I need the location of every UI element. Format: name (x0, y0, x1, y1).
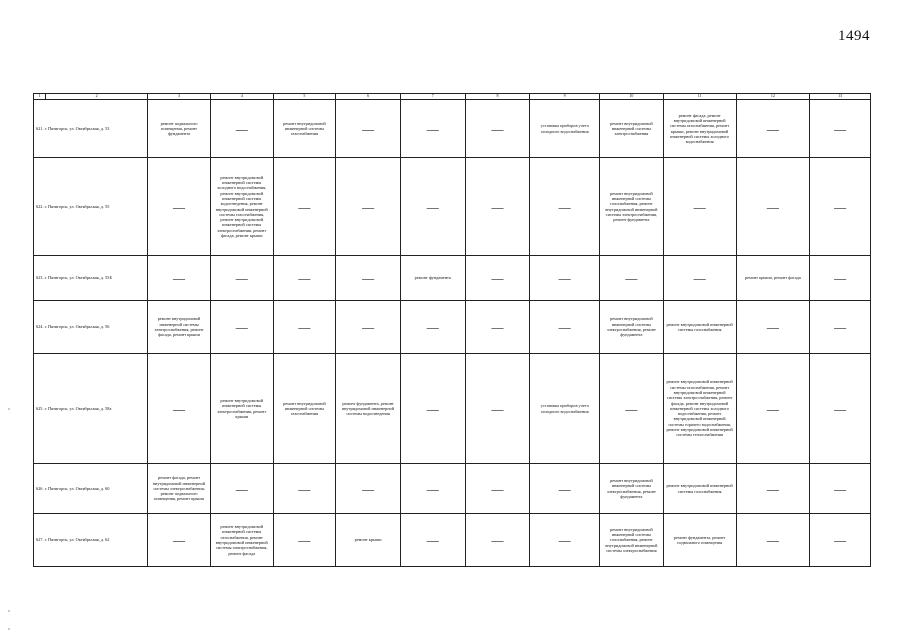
table-cell: — (810, 100, 871, 158)
table-cell: ремонт внутридомовой инженерной системы газоснабжения, ремонт внутридомовой инженерной системы электроснабжения, ремонт фасада, ремонт внутридомовой инженерной системы холодного водоснабжения, ремонт внутридомовой инженерной системы горячего водоснабжения, ремонт внутридомовой инженерной системы теплоснабжения (663, 354, 736, 464)
table-cell: — (663, 158, 736, 256)
table-cell: установка приборов учета холодного водоснабжения (530, 354, 600, 464)
col-header-5: 5 (273, 94, 336, 100)
table-cell: — (530, 514, 600, 567)
table-cell: ремонт крыши, ремонт фасада (736, 256, 810, 301)
scan-speck (8, 628, 10, 630)
table-cell: — (530, 301, 600, 354)
scan-speck (8, 408, 10, 410)
table-cell: — (810, 514, 871, 567)
table-row (34, 256, 871, 301)
address-cell: 627. г. Пятигорск, ул. Октябрьская, д. 62 (34, 514, 148, 567)
table-row (34, 301, 871, 354)
table-cell: — (336, 464, 401, 514)
table-cell: ремонт внутридомовой инженерной системы газоснабжения, ремонт внутридомовой инженерной системы электроснабжения, ремонт фундамента (600, 158, 664, 256)
table-cell: — (336, 256, 401, 301)
table-cell: ремонт внутридомовой инженерной системы газоснабжения, ремонт внутридомовой инженерной системы электроснабжения, ремонт фасада (210, 514, 273, 567)
table-cell: — (465, 354, 530, 464)
table-cell: ремонт фасада, ремонт внутридомовой инженерной системы газоснабжения, ремонт крыши, ремонт внутридомовой инженерной системы холодного водоснабжения (663, 100, 736, 158)
table-cell: — (465, 514, 530, 567)
table-row (34, 354, 871, 464)
repair-schedule-table (33, 93, 871, 567)
table-cell: ремонт внутридомовой инженерной системы электроснабжения, ремонт фундамента (600, 464, 664, 514)
table-cell: ремонт внутридомовой инженерной системы газоснабжения (273, 354, 336, 464)
table-cell: ремонт внутридомовой инженерной системы газоснабжения (663, 464, 736, 514)
address-cell: 625. г. Пятигорск, ул. Октябрьская, д. 58а (34, 354, 148, 464)
table-cell: — (210, 100, 273, 158)
table-cell: — (736, 354, 810, 464)
col-header-6: 6 (336, 94, 401, 100)
table-cell: установка приборов учета холодного водоснабжения (530, 100, 600, 158)
address-cell: 623. г. Пятигорск, ул. Октябрьская, д. 55Б (34, 256, 148, 301)
table-cell: ремонт фундамента, ремонт подвального помещения (663, 514, 736, 567)
table-cell: — (336, 100, 401, 158)
address-cell: 626. г. Пятигорск, ул. Октябрьская, д. 60 (34, 464, 148, 514)
table-cell: — (400, 100, 465, 158)
col-header-10: 10 (600, 94, 664, 100)
table-cell: ремонт внутридомовой инженерной системы газоснабжения (663, 301, 736, 354)
col-header-13: 13 (810, 94, 871, 100)
table-cell: — (810, 158, 871, 256)
table-cell: — (400, 464, 465, 514)
table-cell: — (273, 256, 336, 301)
table-cell: — (530, 158, 600, 256)
table-cell: — (465, 256, 530, 301)
table-cell: — (148, 158, 211, 256)
table-cell: — (148, 256, 211, 301)
table-row (34, 464, 871, 514)
table-cell: — (148, 514, 211, 567)
col-header-9: 9 (530, 94, 600, 100)
table-cell: — (400, 514, 465, 567)
table-cell: — (530, 464, 600, 514)
table-row (34, 100, 871, 158)
table-cell: — (600, 354, 664, 464)
table-cell: — (148, 354, 211, 464)
table-cell: — (336, 301, 401, 354)
table-cell: ремонт внутридомовой инженерной системы газоснабжения, ремонт внутридомовой инженерной системы электроснабжения (600, 514, 664, 567)
table-cell: — (600, 256, 664, 301)
table-cell: ремонт внутридомовой инженерной системы электроснабжения (600, 100, 664, 158)
table-cell: ремонт крыши (336, 514, 401, 567)
address-cell: 622. г. Пятигорск, ул. Октябрьская, д. 55 (34, 158, 148, 256)
table-cell: — (400, 158, 465, 256)
table-cell: — (400, 354, 465, 464)
table-cell: — (400, 301, 465, 354)
table-cell: — (663, 256, 736, 301)
table-row (34, 514, 871, 567)
table-cell: — (465, 100, 530, 158)
address-cell: 624. г. Пятигорск, ул. Октябрьская, д. 56 (34, 301, 148, 354)
col-header-2: 2 (46, 94, 148, 100)
table-cell: — (810, 464, 871, 514)
col-header-7: 7 (400, 94, 465, 100)
address-cell: 621. г. Пятигорск, ул. Октябрьская, д. 53 (34, 100, 148, 158)
table-cell: ремонт подвального помещения, ремонт фундамента (148, 100, 211, 158)
table-cell: ремонт внутридомовой инженерной системы электроснабжения, ремонт крыши (210, 354, 273, 464)
table-cell: — (736, 464, 810, 514)
col-header-11: 11 (663, 94, 736, 100)
table-cell: — (210, 301, 273, 354)
table-row (34, 158, 871, 256)
table-cell: ремонт фасада, ремонт внутридомовой инженерной системы электроснабжения, ремонт подвального помещения, ремонт крыши (148, 464, 211, 514)
table-cell: — (736, 301, 810, 354)
table-cell: ремонт внутридомовой инженерной системы газоснабжения (273, 100, 336, 158)
table-cell: — (336, 158, 401, 256)
table-cell: — (273, 514, 336, 567)
table-cell: — (736, 158, 810, 256)
table-cell: — (210, 464, 273, 514)
table-cell: — (465, 158, 530, 256)
table-cell: — (273, 158, 336, 256)
page-number: 1494 (838, 28, 870, 44)
table-cell: — (736, 100, 810, 158)
table-cell: ремонт внутридомовой инженерной системы холодного водоснабжения, ремонт внутридомовой инженерной системы водоотведения, ремонт внутридомовой инженерной системы газоснабжения, ремонт внутридомовой инженерной системы электроснабжения, ремонт фасада, ремонт крыши (210, 158, 273, 256)
table-cell: — (530, 256, 600, 301)
col-header-12: 12 (736, 94, 810, 100)
table-cell: ремонт фундамента (400, 256, 465, 301)
table-cell: — (810, 256, 871, 301)
table-cell: — (273, 464, 336, 514)
table-cell: — (465, 301, 530, 354)
table-cell: — (273, 301, 336, 354)
scan-speck (8, 610, 10, 612)
table-cell: — (210, 256, 273, 301)
col-header-4: 4 (210, 94, 273, 100)
table-cell: — (465, 464, 530, 514)
col-header-1: 1 (34, 94, 46, 100)
table-cell: ремонт внутридомовой инженерной системы электроснабжения, ремонт фундамента (600, 301, 664, 354)
table-cell: ремонт фундамента, ремонт внутридомовой инженерной системы водоотведения (336, 354, 401, 464)
col-header-3: 3 (148, 94, 211, 100)
table-cell: — (810, 301, 871, 354)
table-cell: — (736, 514, 810, 567)
table-cell: ремонт внутридомовой инженерной системы электроснабжения, ремонт фасада, ремонт крыши (148, 301, 211, 354)
table-cell: — (810, 354, 871, 464)
col-header-8: 8 (465, 94, 530, 100)
